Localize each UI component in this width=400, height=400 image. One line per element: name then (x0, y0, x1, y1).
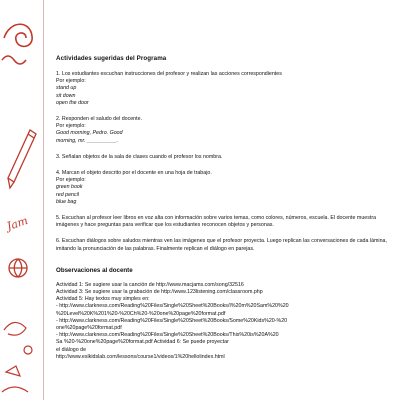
observations-block (56, 282, 390, 361)
observation-line: one%20page%20format.pdf (56, 325, 122, 332)
decorative-margin (0, 0, 44, 400)
observation-line: - http://www.clarkness.com/Reading%20Files/Single%20Sheet%20Books/I%20m%20Sam%20%20 (56, 303, 289, 310)
pencil-icon (8, 130, 36, 188)
margin-doodles (0, 0, 44, 400)
activity-item (56, 71, 390, 107)
activity-item (56, 215, 390, 229)
margin-divider (43, 0, 44, 400)
document-body (56, 55, 390, 361)
example-phrase: open the door (56, 99, 89, 106)
example-phrase: stand up (56, 85, 77, 92)
observation-line: Actividad 3: Se sugiere usar la grabación de http://www.123listening.com/classroom.php (56, 289, 263, 296)
activity-text: Escuchan diálogos sobre saludos mientras ven las imágenes que el profesor proyecta. Luego replican las conversaciones de cada lámina, imitando la pronunciación de las palabras. Finalmente replican el diálogo en parejas. (56, 238, 387, 252)
example-label: Por ejemplo: (56, 123, 86, 130)
example-phrase: green book (56, 184, 83, 191)
activity-text: Los estudiantes escuchan instrucciones del profesor y realizan las acciones correspondientes (61, 71, 282, 77)
observation-line: %20Level%20K%201%20-%20Ch%20-%20one%20page%20format.pdf (56, 310, 226, 317)
activity-item (56, 170, 390, 206)
example-phrase: sit down (56, 92, 76, 99)
activity-number: 2. (56, 116, 61, 123)
activity-item (56, 116, 390, 145)
observation-line: - http://www.clarkness.com/Reading%20Files/Single%20Sheet%20Books/Some%20Kids%20-%20 (56, 317, 288, 324)
activity-number: 3. (56, 153, 61, 160)
swirl-icon (2, 24, 32, 64)
activity-number: 1. (56, 71, 61, 77)
observation-line: Sa %20-%20one%20page%20format.pdf Actividad 6: Se puede proyectar (56, 339, 229, 346)
observations-title: Observaciones al docente (56, 266, 133, 274)
activity-text: Marcan el objeto descrito por el docente en una hoja de trabajo. (61, 170, 212, 177)
example-phrase: red pencil (56, 191, 79, 198)
example-phrase: morning, mr. __________. (56, 137, 118, 144)
activity-text: Señalan objetos de la sala de clases cuando el profesor los nombra. (61, 153, 223, 160)
observation-line: - http://www.clarkness.com/Reading%20Files/Single%20Sheet%20Books/This%20is%20A%20 (56, 332, 279, 339)
observation-line: Actividad 1: Se sugiere usar la canción de http://www.macjams.com/song/32516 (56, 281, 244, 288)
example-phrase: Good morning, Pedro. Good (56, 130, 123, 137)
activity-text: Escuchan al profesor leer libros en voz alta con información sobre varios temas, como colores, números, escuela. El docente muestra imágenes y hace preguntas para verificar que los estudiantes reconocen objetos y personas. (56, 215, 377, 229)
example-label: Por ejemplo: (56, 177, 86, 184)
observation-line: Actividad 5: Hay textos muy simples en: (56, 296, 150, 303)
activity-number: 5. (56, 215, 61, 222)
example-label: Por ejemplo: (56, 78, 86, 85)
example-phrase: blue bag (56, 198, 77, 205)
jam-text: Jam (5, 214, 30, 234)
activity-text: Responden el saludo del docente. (61, 116, 143, 123)
activities-list (56, 71, 390, 253)
decoration-cluster-icon (2, 322, 32, 392)
activity-item (56, 154, 390, 161)
observation-line: el diálogo de (56, 346, 87, 353)
activity-number: 4. (56, 170, 61, 177)
activity-item (56, 238, 390, 252)
globe-icon (9, 259, 27, 277)
observation-line: http://www.eslkidslab.com/lessons/course1/videos/1%20hellolindex.html (56, 353, 225, 360)
section-title: Actividades sugeridas del Programa (56, 55, 167, 62)
activity-number: 6. (56, 238, 61, 245)
